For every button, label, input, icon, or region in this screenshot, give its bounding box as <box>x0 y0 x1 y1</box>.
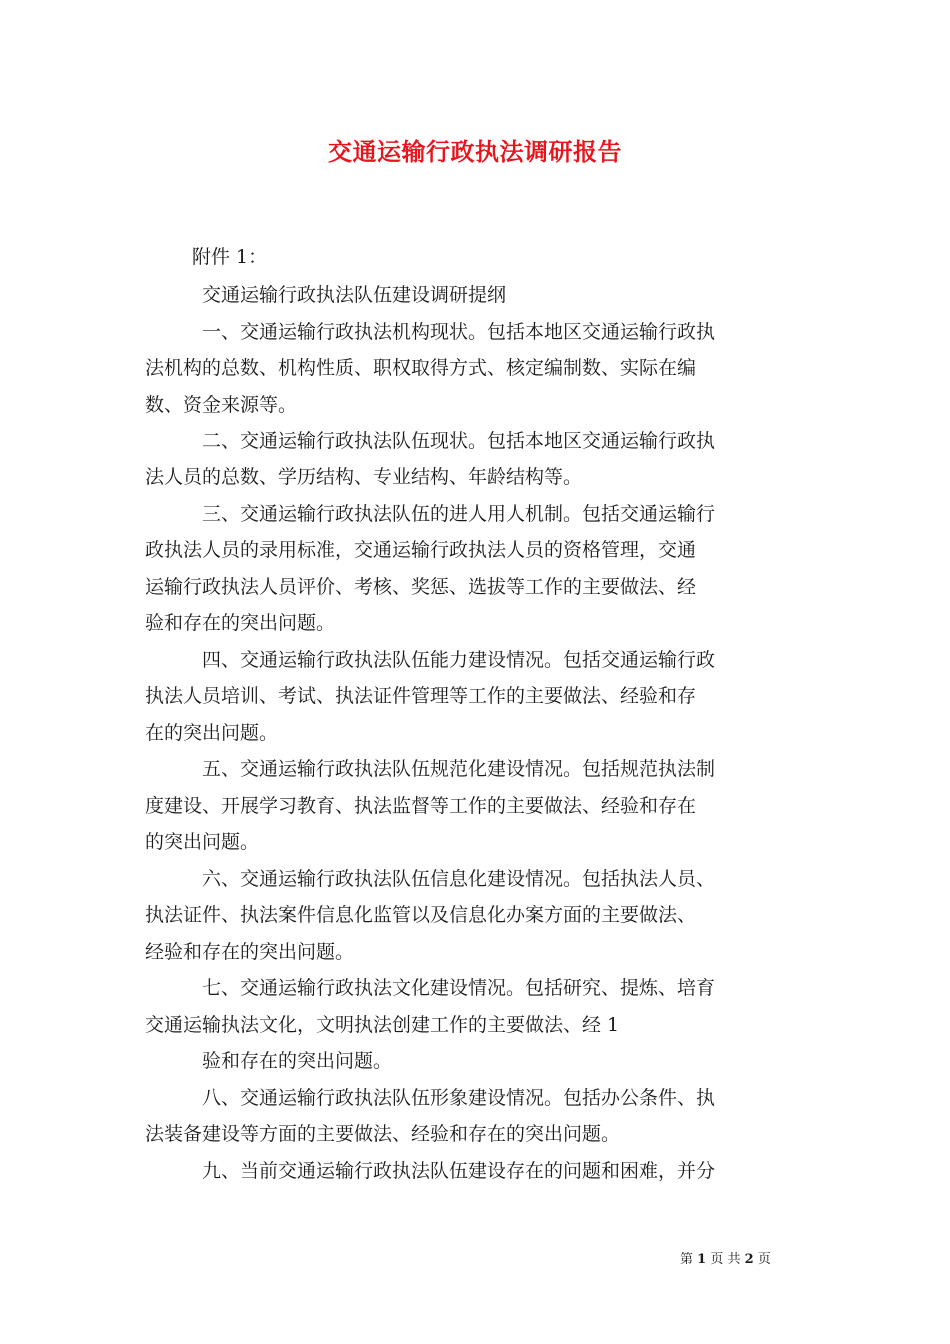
body-line: 的突出问题。 <box>145 831 260 853</box>
body-line: 经验和存在的突出问题。 <box>145 941 355 963</box>
body-line: 法人员的总数、学历结构、专业结构、年龄结构等。 <box>145 466 583 488</box>
current-page-number: 1 <box>697 1252 707 1267</box>
body-line: 附件 1： <box>192 246 268 268</box>
body-line: 一、交通运输行政执法机构现状。包括本地区交通运输行政执 <box>202 321 716 343</box>
body-line: 交通运输执法文化，文明执法创建工作的主要做法、经 1 <box>145 1014 620 1036</box>
body-line: 四、交通运输行政执法队伍能力建设情况。包括交通运输行政 <box>202 649 716 671</box>
body-line: 二、交通运输行政执法队伍现状。包括本地区交通运输行政执 <box>202 430 716 452</box>
document-title: 交通运输行政执法调研报告 <box>328 137 622 166</box>
body-line: 三、交通运输行政执法队伍的进人用人机制。包括交通运输行 <box>202 503 716 525</box>
body-line: 五、交通运输行政执法队伍规范化建设情况。包括规范执法制 <box>202 758 716 780</box>
body-line: 六、交通运输行政执法队伍信息化建设情况。包括执法人员、 <box>202 868 716 890</box>
body-line: 执法证件、执法案件信息化监管以及信息化办案方面的主要做法、 <box>145 904 697 926</box>
body-line: 法装备建设等方面的主要做法、经验和存在的突出问题。 <box>145 1123 621 1145</box>
body-line: 执法人员培训、考试、执法证件管理等工作的主要做法、经验和存 <box>145 685 697 707</box>
total-pages-number: 2 <box>744 1252 754 1267</box>
page-footer <box>680 1248 771 1267</box>
body-line: 法机构的总数、机构性质、职权取得方式、核定编制数、实际在编 <box>145 357 697 379</box>
body-line: 运输行政执法人员评价、考核、奖惩、选拔等工作的主要做法、经 <box>145 576 697 598</box>
body-line: 政执法人员的录用标准，交通运输行政执法人员的资格管理，交通 <box>145 539 697 561</box>
body-line: 验和存在的突出问题。 <box>145 612 336 634</box>
footer-prefix: 第 <box>680 1252 694 1267</box>
footer-suffix: 页 <box>757 1252 771 1267</box>
body-line: 八、交通运输行政执法队伍形象建设情况。包括办公条件、执 <box>202 1087 716 1109</box>
body-line: 度建设、开展学习教育、执法监督等工作的主要做法、经验和存在 <box>145 795 697 817</box>
body-line: 验和存在的突出问题。 <box>202 1050 393 1072</box>
body-line: 九、当前交通运输行政执法队伍建设存在的问题和困难，并分 <box>202 1160 716 1182</box>
body-line: 七、交通运输行政执法文化建设情况。包括研究、提炼、培育 <box>202 977 716 999</box>
body-line: 数、资金来源等。 <box>145 394 298 416</box>
body-line: 交通运输行政执法队伍建设调研提纲 <box>202 284 507 306</box>
body-line: 在的突出问题。 <box>145 722 279 744</box>
footer-middle: 页 共 <box>710 1252 741 1267</box>
